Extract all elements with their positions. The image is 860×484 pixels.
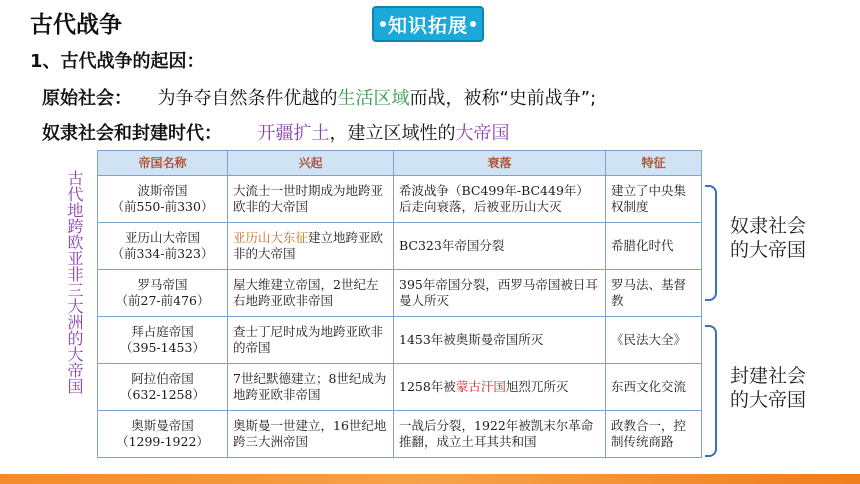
empire-name-cell <box>98 270 228 317</box>
rise-highlight: 亚历山大东征 <box>233 230 309 245</box>
primitive-text-a: 为争夺自然条件优越的 <box>157 88 338 109</box>
header-rise: 兴起 <box>228 151 394 176</box>
empire-name-cell <box>98 411 228 458</box>
empire-name-cell <box>98 364 228 411</box>
fall-cell: BC323年帝国分裂 <box>394 223 606 270</box>
empire-name-cell <box>98 317 228 364</box>
fall-cell: 395年帝国分裂，西罗马帝国被日耳曼人所灭 <box>394 270 606 317</box>
fall-cell: 一战后分裂，1922年被凯末尔革命推翻，成立土耳其共和国 <box>394 411 606 458</box>
rise-cell: 查士丁尼时成为地跨亚欧非的帝国 <box>228 317 394 364</box>
slave-label: 奴隶社会和封建时代： <box>42 123 222 144</box>
empire-name-cell <box>98 223 228 270</box>
empire-years: （1299-1922） <box>116 434 209 449</box>
empire-years: （632-1258） <box>120 387 205 402</box>
upper-brace-icon <box>705 185 717 301</box>
empire-name: 波斯帝国 <box>137 183 188 198</box>
header-fall: 衰落 <box>394 151 606 176</box>
empire-name: 拜占庭帝国 <box>131 324 194 339</box>
header-feature: 特征 <box>606 151 702 176</box>
feature-cell: 希腊化时代 <box>606 223 702 270</box>
rise-cell <box>228 223 394 270</box>
fall-cell: 希波战争（BC499年-BC449年）后走向衰落，后被亚历山大灭 <box>394 176 606 223</box>
page-title: 古代战争 <box>30 12 122 38</box>
rise-cell: 7世纪默德建立；8世纪成为地跨亚欧非帝国 <box>228 364 394 411</box>
rise-cell: 奥斯曼一世建立，16世纪地跨三大洲帝国 <box>228 411 394 458</box>
feature-cell: 《民法大全》 <box>606 317 702 364</box>
badge-dot-left <box>380 21 386 27</box>
table-row <box>98 270 702 317</box>
rise-cell: 大流士一世时期成为地跨亚欧非的大帝国 <box>228 176 394 223</box>
table-row <box>98 223 702 270</box>
rise-text: 建立地跨亚欧非的大帝国 <box>233 230 384 261</box>
table-row <box>98 411 702 458</box>
primitive-highlight: 生活区域 <box>337 88 410 109</box>
feature-cell: 政教合一，控制传统商路 <box>606 411 702 458</box>
slave-highlight-2: 大帝国 <box>455 123 510 144</box>
brace-lower-label: 封建社会的大帝国 <box>730 365 807 411</box>
feature-cell: 建立了中央集权制度 <box>606 176 702 223</box>
table-header-row <box>98 151 702 176</box>
fall-highlight: 蒙古汗国 <box>455 379 506 394</box>
lower-brace-icon <box>705 325 717 457</box>
side-vertical-label: 古代地跨欧亚非三大洲的大帝国 <box>65 170 84 394</box>
empires-table <box>97 150 702 458</box>
fall-text-a: 1258年被 <box>399 379 456 394</box>
primitive-society-line <box>42 84 596 110</box>
empire-years: （前27-前476） <box>115 293 210 308</box>
empire-name: 阿拉伯帝国 <box>131 371 194 386</box>
empire-years: （前334-前323） <box>111 246 214 261</box>
rise-cell: 屋大维建立帝国，2世纪左右地跨亚欧非帝国 <box>228 270 394 317</box>
empire-name: 罗马帝国 <box>137 277 188 292</box>
primitive-text-b: 而战，被称“史前战争”; <box>409 88 597 109</box>
fall-cell <box>394 364 606 411</box>
table-row <box>98 364 702 411</box>
feature-cell: 东西文化交流 <box>606 364 702 411</box>
badge-label: 知识拓展 <box>387 14 468 37</box>
empire-name: 亚历山大帝国 <box>124 230 200 245</box>
table-row <box>98 176 702 223</box>
empire-name-cell <box>98 176 228 223</box>
fall-text-b: 旭烈兀所灭 <box>505 379 569 394</box>
empire-years: （395-1453） <box>120 340 205 355</box>
empire-years: （前550-前330） <box>111 199 214 214</box>
section-heading: 1、古代战争的起因： <box>30 51 205 72</box>
header-empire-name: 帝国名称 <box>98 151 228 176</box>
badge-dot-right <box>470 21 476 27</box>
slave-text-a: ，建立区域性的 <box>329 123 456 144</box>
slave-highlight-1: 开疆扩土 <box>257 123 330 144</box>
knowledge-extension-badge <box>372 6 484 42</box>
bottom-accent-bar <box>0 474 860 484</box>
table-row <box>98 317 702 364</box>
primitive-label: 原始社会： <box>42 88 132 109</box>
brace-upper-label: 奴隶社会的大帝国 <box>730 215 807 261</box>
slave-feudal-line <box>42 119 509 145</box>
fall-cell: 1453年被奥斯曼帝国所灭 <box>394 317 606 364</box>
feature-cell: 罗马法、基督教 <box>606 270 702 317</box>
empire-name: 奥斯曼帝国 <box>131 418 194 433</box>
